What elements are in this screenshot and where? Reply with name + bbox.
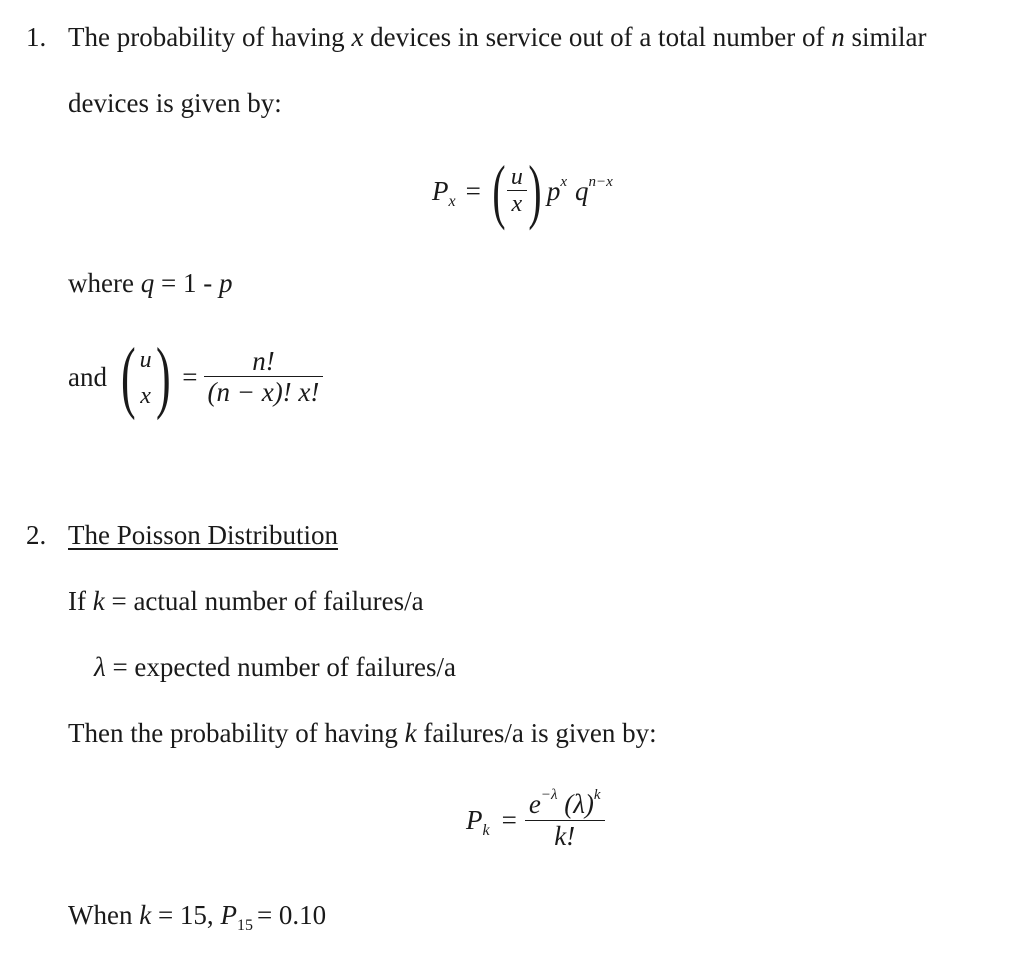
p-term: $p^x$ [546,174,567,206]
factorial-fraction: $\frac{n!}{(n - x)! x!}$ [204,347,324,409]
definition-lambda: λ = expected number of failures/a [94,652,457,682]
then-line: Then the probability of having k failures/a is given by: [68,718,657,748]
binomial-coefficient-definition [68,332,323,423]
item-1-number: 1. [26,22,47,52]
where-clause: where q = 1 - p [68,268,233,298]
binomial-coefficient: ( $\frac{u}{x}$ ) [492,151,542,231]
item-1-line-1 [68,22,927,53]
formula-lhs: $P_x$ [432,176,456,210]
binomial-coefficient: ( u x ) [120,333,171,421]
section-heading: The Poisson Distribution [68,520,339,550]
q-term: $q^{n-x}$ [574,174,613,206]
binomial-probability-formula [432,150,613,233]
and-label: and [68,362,107,392]
item-1-line-2: devices is given by: [68,88,282,118]
text: devices in service out of a total number of [363,22,832,52]
var-n: n [831,22,845,52]
text: The probability of having [68,22,352,52]
equals: = [182,362,198,392]
poisson-formula [466,787,605,852]
definition-k: If k = actual number of failures/a [68,586,424,616]
equals: = [501,805,517,836]
equals: = [465,176,481,206]
formula-lhs: $P_k$ [466,805,490,840]
when-line: When k = 15, $P_{15} = 0.10$ [68,900,327,934]
var-x: x [351,22,364,52]
text: similar [844,22,927,52]
item-2-number: 2. [26,520,47,550]
poisson-fraction: $\frac{e^{-\lambda} (\lambda)^k}{k!}$ [525,790,605,852]
